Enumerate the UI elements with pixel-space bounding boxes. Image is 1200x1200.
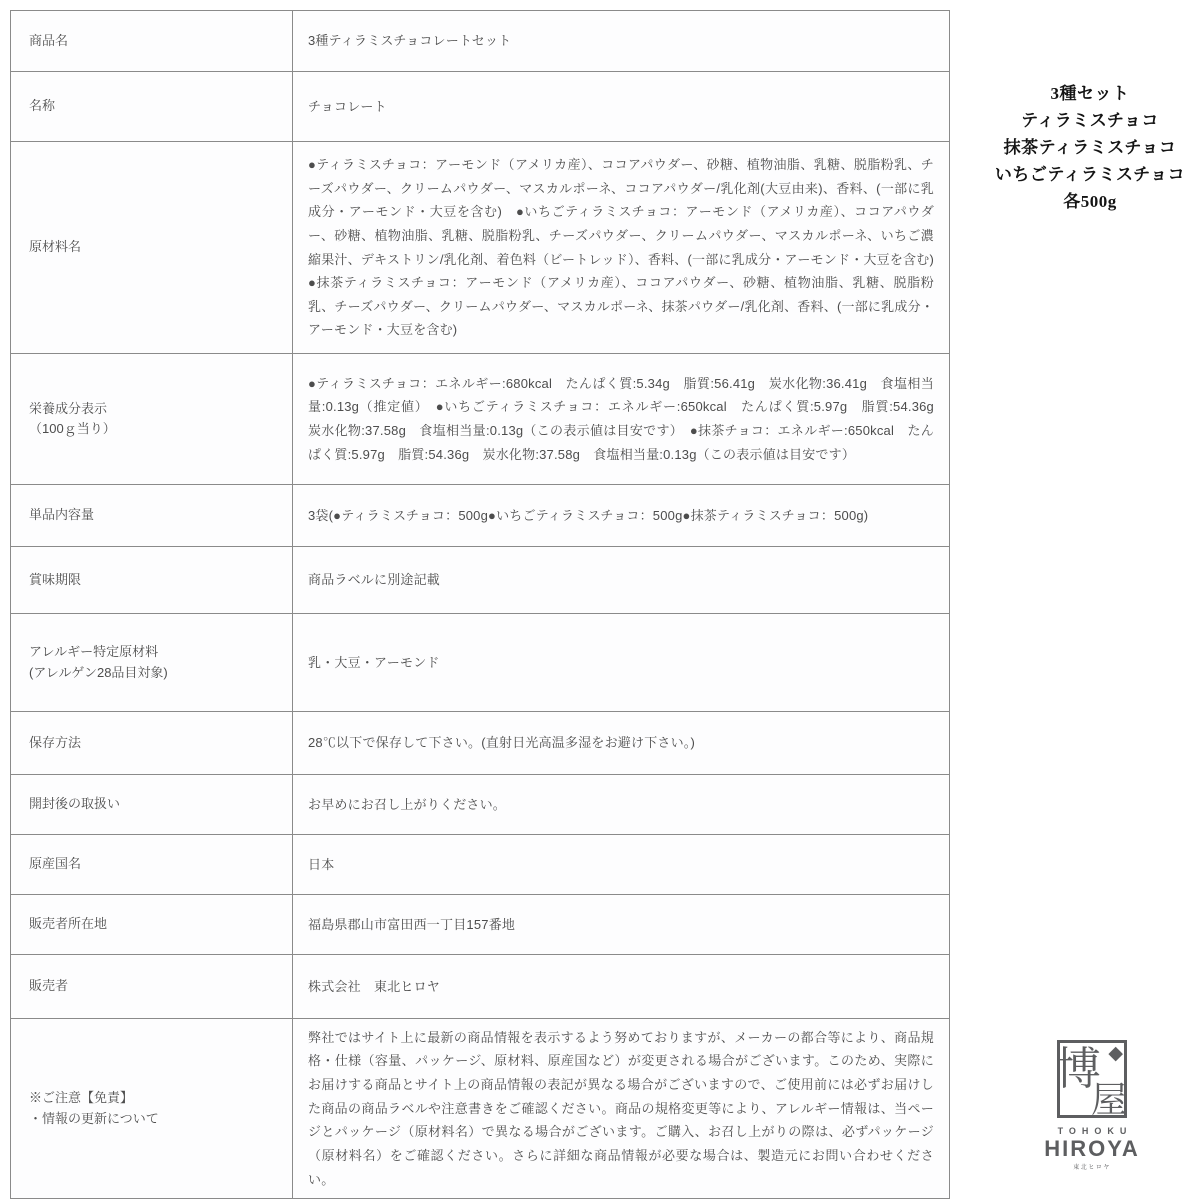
row-label <box>11 895 293 954</box>
row-label <box>11 955 293 1018</box>
row-label <box>11 614 293 711</box>
row-value-text: 日本 <box>308 856 335 872</box>
row-value <box>293 1019 949 1198</box>
row-value-text: 28℃以下で保存して下さい。(直射日光高温多湿をお避け下さい。) <box>308 735 696 751</box>
row-value <box>293 712 949 774</box>
row-label-text: 保存方法 <box>29 734 82 750</box>
row-label <box>11 142 293 353</box>
row-label-text: 開封後の取扱い <box>29 796 121 812</box>
row-label <box>11 485 293 546</box>
row-label <box>11 72 293 141</box>
tohoku-hiroya-logo <box>1044 1040 1140 1171</box>
logo-brand-top: TOHOKU <box>1057 1126 1133 1136</box>
row-label <box>11 712 293 774</box>
row-label <box>11 775 293 834</box>
row-label-text: 商品名 <box>29 32 69 48</box>
row-value <box>293 142 949 353</box>
row-label <box>11 11 293 71</box>
row-value-text: ●ティラミスチョコ：アーモンド（アメリカ産）、ココアパウダー、砂糖、植物油脂、乳糖、脱脂粉乳、チーズパウダー、クリームパウダー、マスカルポーネ、ココアパウダー/乳化剤(大豆由来)、香料、(一部に乳成分・アーモンド・大豆を含む) ●いちごティラミスチョコ：アーモンド（アメリカ産）、ココアパウダー、砂糖、植物油脂、乳糖、脱脂粉乳、チーズパウダー、クリームパウダー、マスカルポーネ、いちご濃縮果汁、デキストリン/乳化剤、着色料（ビートレッド）、香料、(一部に乳成分・アーモンド・大豆を含む) ●抹茶ティラミスチョコ：アーモンド（アメリカ産）、ココアパウダー、砂糖、植物油脂、乳糖、脱脂粉乳、チーズパウダー、クリームパウダー、マスカルポーネ、抹茶パウダー/乳化剤、香料、(一部に乳成分・アーモンド・大豆を含む) <box>308 156 948 338</box>
summary-line: 各500g <box>1063 192 1117 211</box>
row-label-text-line2: （100ｇ当り） <box>29 421 116 436</box>
table-row-unit-content <box>11 484 949 546</box>
hiroya-seal-icon <box>1057 1040 1127 1118</box>
product-spec-table <box>10 10 950 1199</box>
table-row-after-opening <box>11 774 949 834</box>
row-label <box>11 354 293 484</box>
row-label-text: 原産国名 <box>29 856 82 872</box>
row-value-text: 福島県郡山市富田西一丁目157番地 <box>308 916 516 932</box>
summary-line: 抹茶ティラミスチョコ <box>1003 138 1177 157</box>
row-label-text: 販売者所在地 <box>29 916 108 932</box>
row-value-text: 3袋(●ティラミスチョコ：500g●いちごティラミスチョコ：500g●抹茶ティラミスチョコ：500g) <box>308 507 869 523</box>
row-value <box>293 547 949 613</box>
table-row-best-before <box>11 546 949 613</box>
row-label-text-line2: (アレルゲン28品目対象) <box>29 664 168 680</box>
row-value <box>293 614 949 711</box>
row-label-text: 原材料名 <box>29 239 82 255</box>
row-value <box>293 955 949 1018</box>
row-value <box>293 354 949 484</box>
logo-brand-sub: 東北ヒロヤ <box>1073 1165 1111 1172</box>
row-value <box>293 72 949 141</box>
row-value-text: 3種ティラミスチョコレートセット <box>308 33 512 49</box>
row-label-text-line2: ・情報の更新について <box>29 1110 159 1126</box>
row-label-text: 単品内容量 <box>29 507 95 523</box>
seal-ya-character: 屋 <box>1090 1079 1127 1120</box>
row-value-text: 商品ラベルに別途記載 <box>308 572 441 588</box>
row-label <box>11 1019 293 1198</box>
row-label-text: ※ご注意【免責】 <box>29 1090 134 1106</box>
seal-haku-character: 博 <box>1056 1043 1102 1094</box>
row-value <box>293 895 949 954</box>
row-value <box>293 835 949 894</box>
diamond-icon: ◆ <box>1108 1043 1123 1064</box>
table-row-seller-address <box>11 894 949 954</box>
row-value <box>293 11 949 71</box>
table-row-disclaimer <box>11 1018 949 1198</box>
product-summary-panel <box>983 80 1197 215</box>
row-label <box>11 547 293 613</box>
table-row-category <box>11 71 949 141</box>
table-row-seller <box>11 954 949 1018</box>
summary-line: ティラミスチョコ <box>1021 111 1159 130</box>
row-label-text: 栄養成分表示 <box>29 400 108 416</box>
row-value-text: 弊社ではサイト上に最新の商品情報を表示するよう努めておりますが、メーカーの都合等により、商品規格・仕様（容量、パッケージ、原材料、原産国など）が変更される場合がございます。このため、実際にお届けする商品とサイト上の商品情報の表記が異なる場合がございますので、ご使用前には必ずお届けした商品の商品ラベルや注意書きをご確認ください。商品の規格変更等により、アレルギー情報は、当ページとパッケージ（原材料名）で異なる場合がございます。ご購入、お召し上がりの際は、必ずパッケージ（原材料名）をご確認ください。さらに詳細な商品情報が必要な場合は、製造元にお問い合わせください。 <box>308 1029 934 1187</box>
row-value <box>293 775 949 834</box>
row-label <box>11 835 293 894</box>
row-value-text: ●ティラミスチョコ：エネルギー:680kcal たんぱく質:5.34g 脂質:56.41g 炭水化物:36.41g 食塩相当量:0.13g（推定値） ●いちごティラミスチョコ：エネルギー:650kcal たんぱく質:5.97g 脂質:54.36g 炭水化物:37.58g 食塩相当量:0.13g（この表示値は目安です） ●抹茶チョコ：エネルギー:650kcal たんぱく質:5.97g 脂質:54.36g 炭水化物:37.58g 食塩相当量:0.13g（この表示値は目安です） <box>308 375 948 462</box>
row-value-text: チョコレート <box>308 98 387 114</box>
table-row-allergens <box>11 613 949 711</box>
row-label-text: 賞味期限 <box>29 571 82 587</box>
summary-line: いちごティラミスチョコ <box>994 165 1186 184</box>
row-value-text: お早めにお召し上がりください。 <box>308 796 507 812</box>
table-row-ingredients <box>11 141 949 353</box>
table-row-storage <box>11 711 949 774</box>
row-value <box>293 485 949 546</box>
row-value-text: 乳・大豆・アーモンド <box>308 654 440 670</box>
logo-brand-main: HIROYA <box>1044 1136 1140 1161</box>
row-label-text: アレルギー特定原材料 <box>29 644 159 660</box>
table-row-product-name <box>11 11 949 71</box>
row-label-text: 名称 <box>29 98 56 114</box>
row-value-text: 株式会社 東北ヒロヤ <box>308 978 441 994</box>
row-label-text: 販売者 <box>29 978 69 994</box>
summary-line: 3種セット <box>1050 84 1130 103</box>
table-row-country-of-origin <box>11 834 949 894</box>
table-row-nutrition <box>11 353 949 484</box>
